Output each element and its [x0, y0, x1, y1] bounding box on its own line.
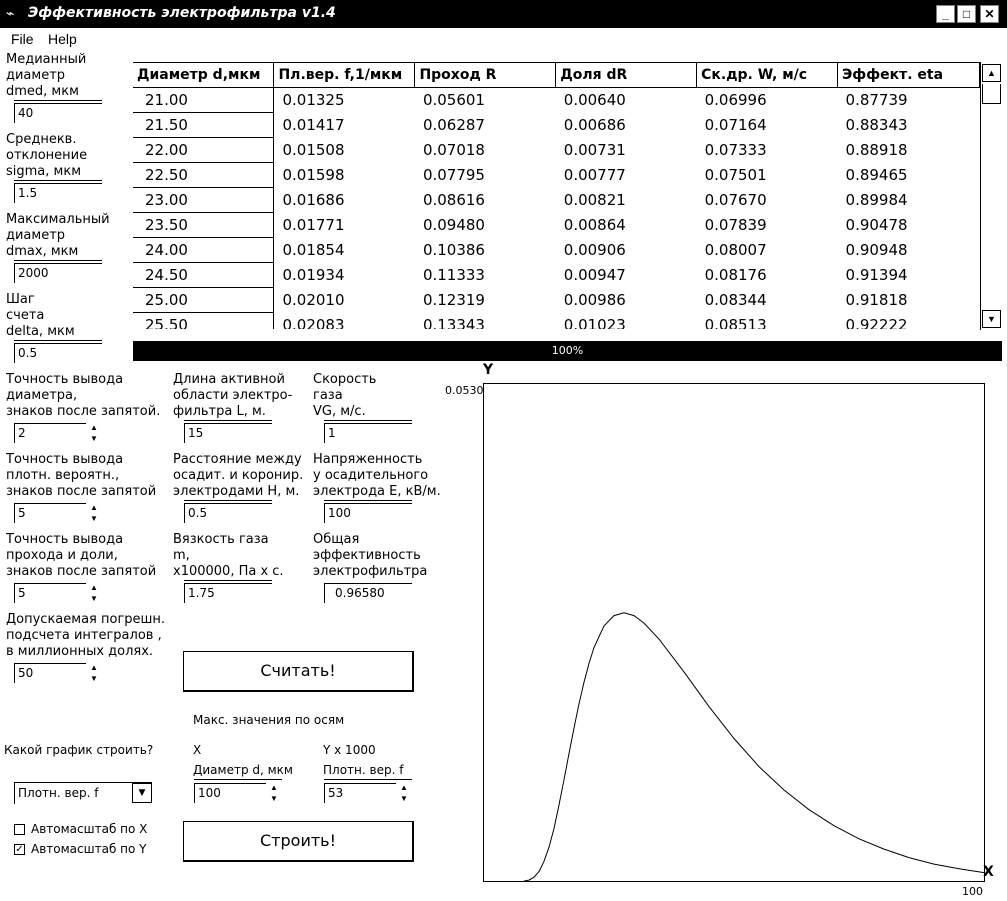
menu-file[interactable]: File [11, 31, 34, 47]
title-bar[interactable] [0, 0, 1007, 28]
table-cell: 24.50 [133, 262, 274, 287]
table-cell: 0.08176 [704, 265, 767, 284]
column-header[interactable]: Доля dR [556, 63, 697, 87]
progress-bar [133, 341, 1002, 361]
table-cell: 21.50 [133, 112, 274, 137]
table-cell: 0.07164 [704, 115, 767, 134]
table-cell: 0.01771 [282, 215, 345, 234]
table-cell: 23.00 [133, 187, 274, 212]
table-cell: 0.90948 [845, 240, 908, 259]
scroll-down-button[interactable]: ▼ [982, 310, 1001, 328]
table-cell: 0.00864 [563, 215, 626, 234]
table-cell: 22.50 [133, 162, 274, 187]
table-cell: 0.00986 [563, 290, 626, 309]
precision-diameter-input[interactable]: 2 [14, 423, 86, 443]
table-cell: 25.50 [133, 312, 274, 329]
table-cell: 0.01598 [282, 165, 345, 184]
progress-text: 100% [551, 344, 584, 357]
field-strength-label: Напряженность у осадительного электрода E, кВ/м. [313, 452, 441, 499]
chevron-down-icon[interactable]: ▼ [132, 783, 152, 803]
table-cell: 0.00731 [563, 140, 626, 159]
chart-area [483, 383, 985, 882]
column-header[interactable]: Ск.др. W, м/с [697, 63, 838, 87]
column-header[interactable]: Пл.вер. f,1/мкм [274, 63, 415, 87]
table-cell: 0.00686 [563, 115, 626, 134]
distance-label: Расстояние между осадит. и коронир. электродами H, м. [173, 452, 304, 499]
integral-error-label: Допускаемая погрешн. подсчета интегралов , в миллионных долях. [6, 612, 166, 659]
precision-density-input[interactable]: 5 [14, 503, 86, 523]
maximize-button[interactable]: □ [957, 5, 976, 23]
column-header[interactable]: Диаметр d,мкм [133, 63, 274, 87]
x-max-input[interactable]: 100 [194, 783, 266, 803]
table-cell: 22.00 [133, 137, 274, 162]
plot-type-select[interactable] [14, 782, 152, 804]
dmed-label: Медианный диаметр dmed, мкм [6, 52, 87, 99]
chart-y-max-label: 0.0530 [445, 384, 484, 397]
chart-x-max-label: 100 [962, 885, 983, 898]
table-cell: 0.91818 [845, 290, 908, 309]
precision-pass-input[interactable]: 5 [14, 583, 86, 603]
results-table[interactable] [133, 62, 980, 329]
table-cell: 0.90478 [845, 215, 908, 234]
dmax-input[interactable]: 2000 [14, 263, 102, 283]
which-plot-label: Какой график строить? [4, 743, 154, 757]
close-button[interactable]: ✕ [980, 5, 999, 23]
distance-input[interactable]: 0.5 [184, 503, 272, 523]
table-cell: 0.08344 [704, 290, 767, 309]
precision-diameter-spinner[interactable]: ▲ ▼ [90, 423, 98, 443]
chart-series-line [524, 613, 984, 881]
gas-speed-input[interactable]: 1 [324, 423, 412, 443]
x-max-spinner[interactable]: ▲ ▼ [270, 783, 278, 803]
table-cell: 0.01325 [282, 90, 345, 109]
table-cell: 0.05601 [422, 90, 485, 109]
window-title: Эффективность электрофильтра v1.4 [28, 5, 336, 21]
table-row[interactable] [133, 312, 980, 329]
gas-speed-label: Скорость газа VG, м/с. [313, 372, 377, 419]
table-scrollbar[interactable] [980, 62, 1002, 330]
table-cell: 0.01934 [282, 265, 345, 284]
length-input[interactable]: 15 [184, 423, 272, 443]
precision-pass-spinner[interactable]: ▲ ▼ [90, 583, 98, 603]
table-row[interactable] [133, 87, 980, 112]
table-cell: 0.08007 [704, 240, 767, 259]
table-cell: 0.01023 [563, 315, 626, 329]
y-axis-sub-label: Плотн. вер. f [323, 763, 404, 777]
column-header[interactable]: Эффект. eta [838, 63, 980, 87]
viscosity-input[interactable]: 1.75 [184, 583, 272, 603]
viscosity-label: Вязкость газа m, x100000, Па x c. [173, 532, 284, 579]
autoscale-y-label: Автомасштаб по Y [31, 842, 147, 856]
precision-diameter-label: Точность вывода диаметра, знаков после запятой. [6, 372, 161, 419]
table-cell: 0.07670 [704, 190, 767, 209]
menu-help[interactable]: Help [48, 31, 77, 47]
minimize-button[interactable]: _ [936, 5, 955, 23]
table-cell: 0.07501 [704, 165, 767, 184]
table-cell: 0.89465 [845, 165, 908, 184]
table-cell: 0.01686 [282, 190, 345, 209]
scroll-up-button[interactable]: ▲ [982, 64, 1001, 82]
table-row[interactable] [133, 287, 980, 312]
total-efficiency-value: 0.96580 [324, 583, 412, 603]
table-cell: 24.00 [133, 237, 274, 262]
autoscale-x-label: Автомасштаб по X [31, 822, 148, 836]
table-cell: 0.02010 [282, 290, 345, 309]
table-cell: 0.00906 [563, 240, 626, 259]
table-cell: 0.06287 [422, 115, 485, 134]
table-cell: 0.01508 [282, 140, 345, 159]
calculate-button[interactable]: Считать! [183, 651, 414, 692]
autoscale-x-checkbox[interactable] [14, 824, 25, 835]
table-cell: 21.00 [133, 87, 274, 112]
table-cell: 0.87739 [845, 90, 908, 109]
sigma-input[interactable]: 1.5 [14, 183, 102, 203]
table-cell: 0.01417 [282, 115, 345, 134]
table-cell: 0.09480 [422, 215, 485, 234]
y-max-spinner[interactable]: ▲ ▼ [400, 783, 408, 803]
table-row[interactable] [133, 187, 980, 212]
table-cell: 0.00777 [563, 165, 626, 184]
table-cell: 0.01854 [282, 240, 345, 259]
delta-label: Шаг счета delta, мкм [6, 292, 75, 339]
precision-density-label: Точность вывода плотн. вероятн., знаков после запятой [6, 452, 157, 499]
chart-svg [484, 384, 984, 881]
table-cell: 0.10386 [422, 240, 485, 259]
table-cell: 0.00821 [563, 190, 626, 209]
length-label: Длина активной области электро- фильтра L, м. [173, 372, 293, 419]
table-cell: 0.13343 [422, 315, 485, 329]
table-cell: 0.02083 [282, 315, 345, 329]
table-row[interactable] [133, 237, 980, 262]
integral-error-spinner[interactable]: ▲ ▼ [90, 663, 98, 683]
table-cell: 0.08513 [704, 315, 767, 329]
delta-input[interactable]: 0.5 [14, 343, 102, 363]
table-cell: 0.00947 [563, 265, 626, 284]
autoscale-y-checkbox[interactable]: ✓ [15, 844, 24, 855]
table-cell: 0.07018 [422, 140, 485, 159]
table-cell: 0.12319 [422, 290, 485, 309]
table-cell: 0.91394 [845, 265, 908, 284]
table-row[interactable] [133, 212, 980, 237]
chart-y-axis-label: Y [483, 362, 494, 378]
table-cell: 0.11333 [422, 265, 485, 284]
table-cell: 0.88918 [845, 140, 908, 159]
table-row[interactable] [133, 162, 980, 187]
precision-density-spinner[interactable]: ▲ ▼ [90, 503, 98, 523]
dmax-label: Максимальный диаметр dmax, мкм [6, 212, 110, 259]
x-axis-label: X [193, 743, 202, 757]
column-header[interactable]: Проход R [415, 63, 556, 87]
scroll-thumb[interactable] [982, 84, 1001, 104]
table-cell: 0.89984 [845, 190, 908, 209]
total-efficiency-label: Общая эффективность электрофильтра [313, 532, 428, 579]
y-axis-label: Y x 1000 [323, 743, 376, 757]
table-row[interactable] [133, 112, 980, 137]
table-cell: 25.00 [133, 287, 274, 312]
table-row[interactable] [133, 262, 980, 287]
table-cell: 0.06996 [704, 90, 767, 109]
table-cell: 0.92222 [845, 315, 908, 329]
table-cell: 0.88343 [845, 115, 908, 134]
table-cell: 0.07795 [422, 165, 485, 184]
integral-error-input[interactable]: 50 [14, 663, 86, 683]
table-cell: 0.00640 [563, 90, 626, 109]
sigma-label: Среднекв. отклонение sigma, мкм [6, 132, 88, 179]
plot-type-value: Плотн. вер. f [18, 786, 99, 800]
dmed-input[interactable]: 40 [14, 103, 102, 123]
y-max-input[interactable]: 53 [324, 783, 396, 803]
table-cell: 0.07839 [704, 215, 767, 234]
x-axis-sub-label: Диаметр d, мкм [193, 763, 293, 777]
chart-x-axis-label: X [983, 864, 994, 880]
table-cell: 0.08616 [422, 190, 485, 209]
field-strength-input[interactable]: 100 [324, 503, 412, 523]
table-cell: 0.07333 [704, 140, 767, 159]
plot-button[interactable]: Строить! [183, 821, 414, 862]
precision-pass-label: Точность вывода прохода и доли, знаков после запятой [6, 532, 157, 579]
axes-max-title: Макс. значения по осям [193, 713, 345, 727]
app-icon[interactable]: ⌁ [6, 5, 15, 21]
table-cell: 23.50 [133, 212, 274, 237]
table-row[interactable] [133, 137, 980, 162]
